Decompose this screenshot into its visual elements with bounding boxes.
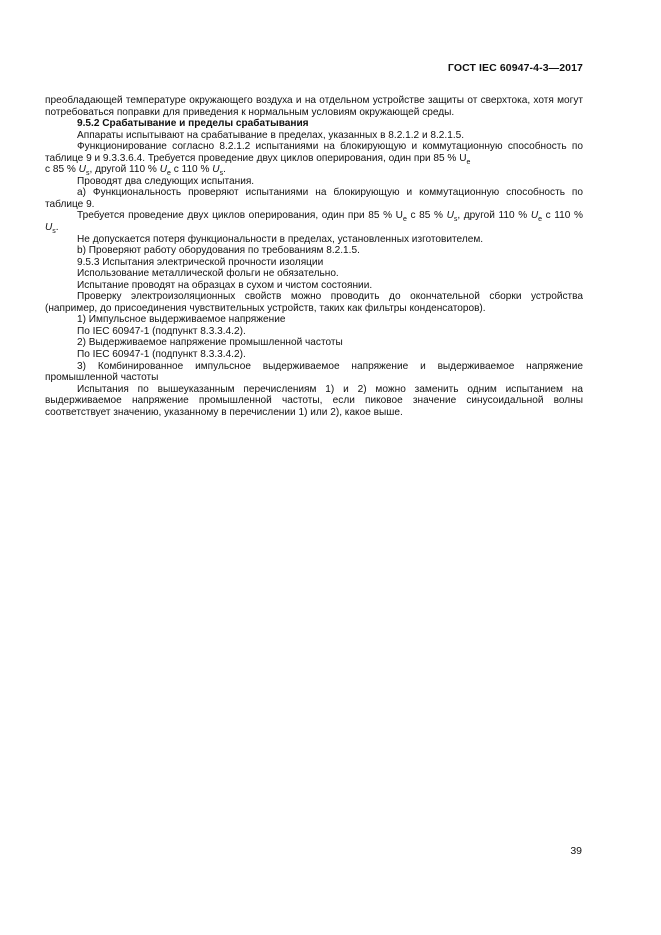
list-item: 1) Импульсное выдерживаемое напряжение [77, 314, 286, 326]
paragraph: По IEC 60947-1 (подпункт 8.3.3.4.2). [77, 349, 246, 361]
paragraph: Аппараты испытывают на срабатывание в пределах, указанных в 8.2.1.2 и 8.2.1.5. [77, 129, 465, 141]
paragraph: Не допускается потеря функциональности в пределах, установленных изготовителем. [77, 233, 484, 245]
paragraph: Проводят два следующих испытания. [77, 175, 255, 187]
paragraph-formula: Требуется проведение двух циклов оперирования, один при 85 % $U_e$ с 85 % $U_s$, другой 110 % $U_e$ с 110 % $U_s$. [45, 210, 583, 236]
paragraph: Использование металлической фольги не обязательно. [77, 268, 339, 280]
paragraph: Испытание проводят на образцах в сухом и чистом состоянии. [77, 279, 373, 291]
paragraph: b) Проверяют работу оборудования по требованиям 8.2.1.5. [77, 245, 360, 257]
paragraph: преобладающей температуре окружающего воздуха и на отдельном устройстве защиты от сверхтока, хотя могут потребоваться поправки для приведения к нормальным условиям окружающей среды. [45, 95, 583, 118]
document-header: ГОСТ IEC 60947-4-3—2017 [447, 62, 583, 74]
paragraph: Проверку электроизоляционных свойств можно проводить до окончательной сборки устройства (например, до присоединения чувствительных устройств, таких как фильтры конденсаторов). [45, 291, 583, 314]
body-text [45, 95, 583, 418]
section-heading: 9.5.2 Срабатывание и пределы срабатывания [77, 118, 309, 130]
paragraph: По IEC 60947-1 (подпункт 8.3.3.4.2). [77, 325, 246, 337]
list-item: 2) Выдерживаемое напряжение промышленной частоты [77, 337, 343, 349]
section-heading: 9.5.3 Испытания электрической прочности изоляции [77, 256, 324, 268]
paragraph-formula: Функционирование согласно 8.2.1.2 испытаниями на блокирующую и коммутационную способность по таблице 9 и 9.3.3.6.4. Требуется проведение двух циклов оперирования, один при 85 % $U_e$ с 85 % $U_s$, другой 110 % $U_e$ с 110 % $U_s$. [45, 141, 583, 178]
paragraph: а) Функциональность проверяют испытаниями на блокирующую и коммутационную способность по таблице 9. [45, 187, 583, 210]
list-item: 3) Комбинированное импульсное выдерживаемое напряжение и выдерживаемое напряжение промышленной частоты [45, 360, 583, 384]
paragraph: Испытания по вышеуказанным перечислениям 1) и 2) можно заменить одним испытанием на выдерживаемое напряжение промышленной частоты, если пиковое значение синусоидальной волны соответствует значению, указанному в перечислении 1) или 2), какое выше. [45, 383, 583, 418]
page-number: 39 [570, 845, 582, 857]
